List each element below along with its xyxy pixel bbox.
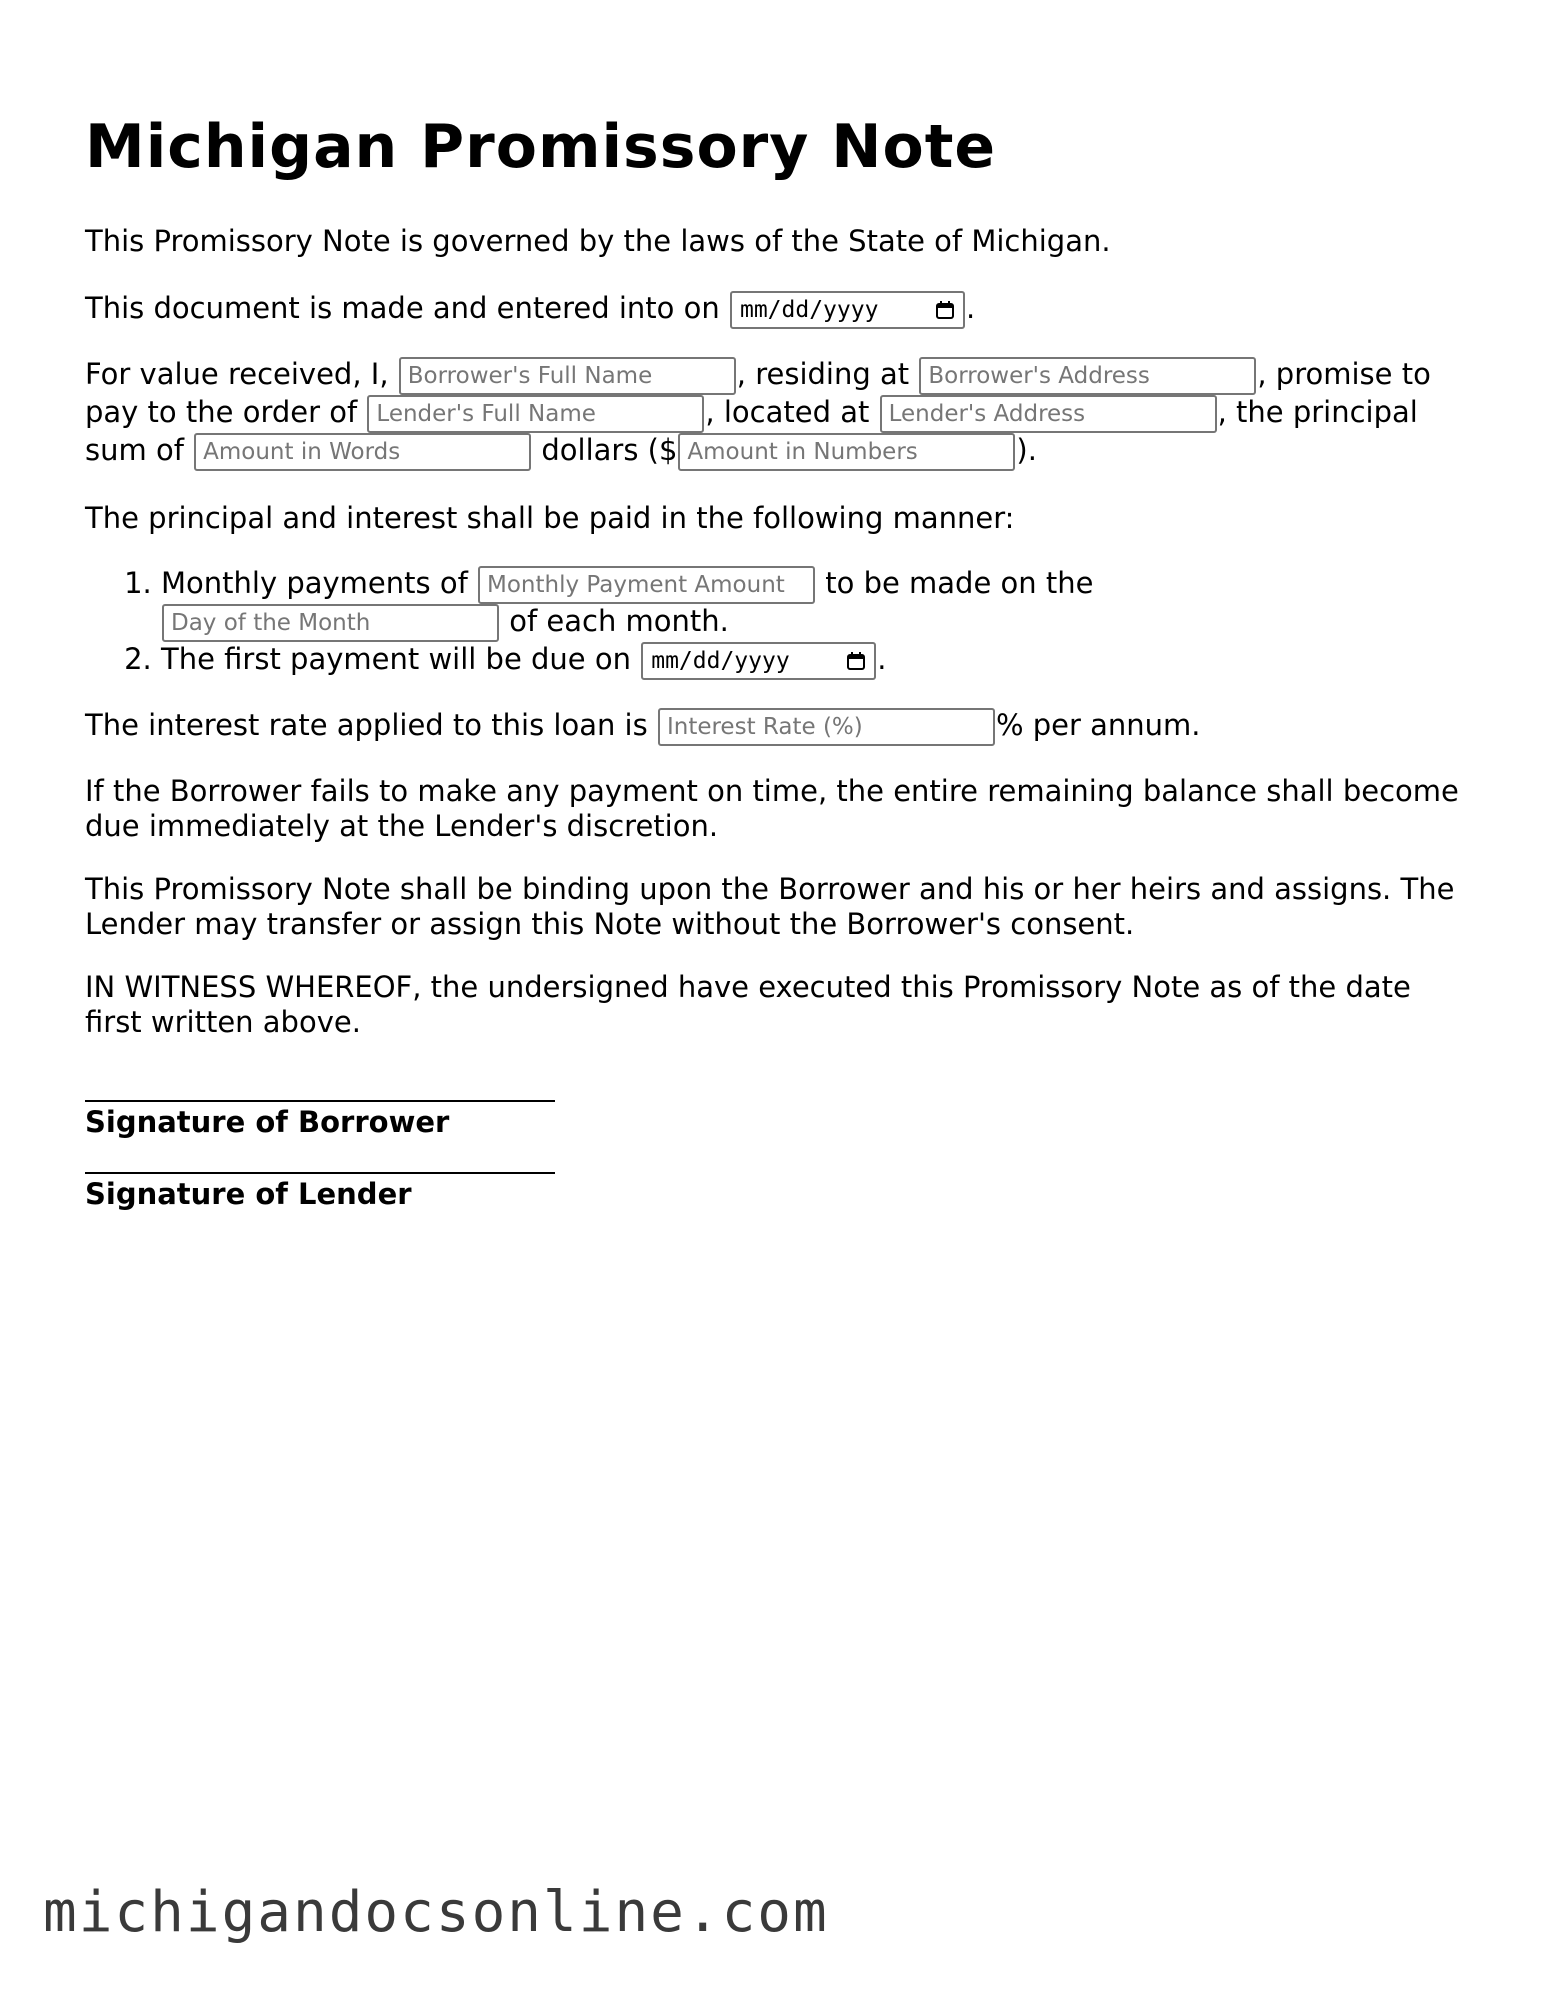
list-item1-text-1: Monthly payments of <box>161 566 468 600</box>
value-text-7: ). <box>1016 433 1037 467</box>
list-item1-text-3: of each month. <box>509 604 729 638</box>
list-item2-text-2: . <box>877 642 887 676</box>
monthly-payment-input[interactable] <box>478 566 815 604</box>
borrower-address-input[interactable] <box>919 357 1256 395</box>
value-text-5: , the principal sum of <box>85 395 1418 467</box>
borrower-signature-label: Signature of Borrower <box>85 1105 450 1139</box>
list-item <box>161 566 1465 642</box>
lender-address-input[interactable] <box>880 395 1217 433</box>
amount-words-input[interactable] <box>194 433 531 471</box>
entered-date-field[interactable] <box>730 291 965 329</box>
value-text-1: For value received, I, <box>85 357 389 391</box>
interest-paragraph <box>85 706 1465 746</box>
value-text-6: dollars ($ <box>541 433 678 467</box>
borrower-signature-line <box>85 1080 555 1102</box>
witness-text: IN WITNESS WHEREOF, the undersigned have executed this Promissory Note as of the date first written above. <box>85 970 1411 1039</box>
value-text-4: , located at <box>705 395 870 429</box>
amount-numbers-input[interactable] <box>678 433 1015 471</box>
entered-suffix: . <box>965 291 976 325</box>
entered-date-placeholder: mm/dd/yyyy <box>739 296 879 323</box>
first-payment-date-placeholder: mm/dd/yyyy <box>651 647 790 674</box>
interest-text-2: % per annum. <box>995 708 1201 742</box>
entered-prefix: This document is made and entered into on <box>85 291 720 325</box>
borrower-name-input[interactable] <box>399 357 736 395</box>
value-text-3: , promise to pay to the order of <box>85 357 1431 429</box>
default-text: If the Borrower fails to make any payment on time, the entire remaining balance shall become due immediately at the Lender's discretion. <box>85 774 1459 843</box>
list-item1-text-2: to be made on the <box>825 566 1094 600</box>
value-paragraph <box>85 357 1465 471</box>
signature-block <box>85 1080 1465 1214</box>
calendar-icon[interactable] <box>846 651 866 671</box>
value-text-2: , residing at <box>736 357 910 391</box>
document-page <box>85 100 1465 1224</box>
interest-rate-input[interactable] <box>658 708 995 746</box>
site-watermark: michigandocsonline.com <box>43 1880 829 1945</box>
payment-terms-list <box>85 566 1465 680</box>
list-item <box>161 642 1465 680</box>
page-title: Michigan Promissory Note <box>85 112 997 182</box>
day-of-month-input[interactable] <box>162 604 499 642</box>
manner-text: The principal and interest shall be paid in the following manner: <box>85 501 1015 535</box>
entered-paragraph <box>85 289 1465 329</box>
first-payment-date-field[interactable] <box>641 642 876 680</box>
governing-law-text: This Promissory Note is governed by the laws of the State of Michigan. <box>85 224 1111 258</box>
calendar-icon[interactable] <box>935 300 955 320</box>
interest-text-1: The interest rate applied to this loan is <box>85 708 648 742</box>
list-item2-text-1: The first payment will be due on <box>161 642 631 676</box>
lender-signature-line <box>85 1152 555 1174</box>
lender-name-input[interactable] <box>367 395 704 433</box>
lender-signature-label: Signature of Lender <box>85 1177 412 1211</box>
binding-text: This Promissory Note shall be binding upon the Borrower and his or her heirs and assigns. The Lender may transfer or assign this Note without the Borrower's consent. <box>85 872 1455 941</box>
